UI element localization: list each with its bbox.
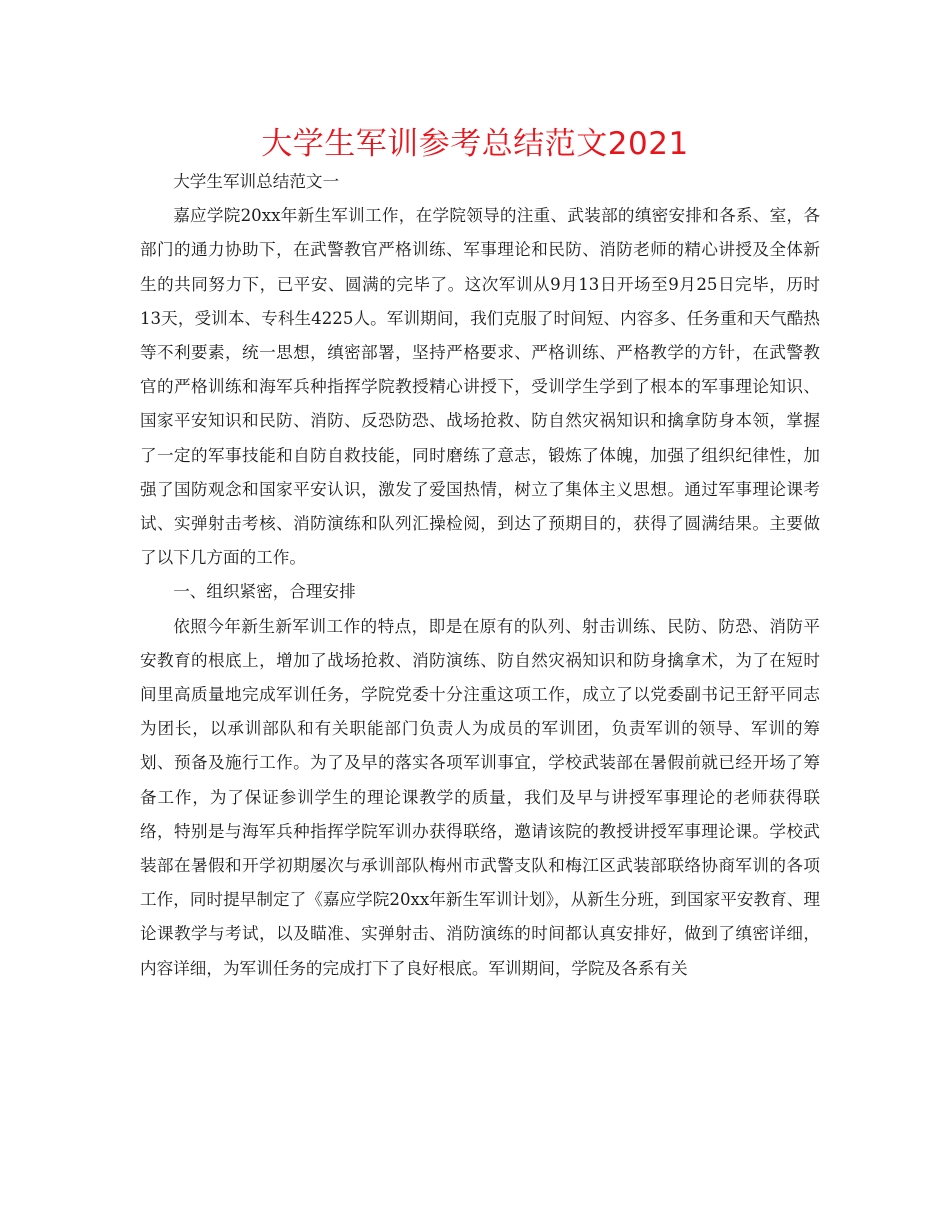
document-title: 大学生军训参考总结范文2021 bbox=[261, 126, 689, 162]
body-paragraph: 嘉应学院20xx年新生军训工作，在学院领导的注重、武装部的缜密安排和各系、室，各部门的通力协助下，在武警教官严格训练、军事理论和民防、消防老师的精心讲授及全体新生的共同努力下，已平安、圆满的完毕了。这次军训从9月13日开场至9月25日完毕，历时13天，受训本、专科生4225人。军训期间，我们克服了时间短、内容多、任务重和天气酷热等不利要素，统一思想，缜密部署，坚持严格要求、严格训练、严格教学的方针，在武警教官的严格训练和海军兵种指挥学院教授精心讲授下，受训学生学到了根本的军事理论知识、国家平安知识和民防、消防、反恐防恐、战场抢救、防自然灾祸知识和擒拿防身本领，掌握了一定的军事技能和自防自救技能，同时磨练了意志，锻炼了体魄，加强了组织纪律性，加强了国防观念和国家平安认识，激发了爱国热情，树立了集体主义思想。通过军事理论课考试、实弹射击考核、消防演练和队列汇操检阅，到达了预期目的，获得了圆满结果。主要做了以下几方面的工作。 bbox=[140, 206, 820, 568]
body-paragraph: 依照今年新生新军训工作的特点，即是在原有的队列、射击训练、民防、防恐、消防平安教育的根底上，增加了战场抢救、消防演练、防自然灾祸知识和防身擒拿术，为了在短时间里高质量地完成军训任务，学院党委十分注重这项工作，成立了以党委副书记王舒平同志为团长，以承训部队和有关职能部门负责人为成员的军训团，负责军训的领导、军训的筹划、预备及施行工作。为了及早的落实各项军训事宜，学校武装部在暑假前就已经开场了筹备工作，为了保证参训学生的理论课教学的质量，我们及早与讲授军事理论的老师获得联络，特别是与海军兵种指挥学院军训办获得联络，邀请该院的教授讲授军事理论课。学校武装部在暑假和开学初期屡次与承训部队梅州市武警支队和梅江区武装部联络协商军训的各项工作，同时提早制定了《嘉应学院20xx年新生军训计划》，从新生分班，到国家平安教育、理论课教学与考试，以及瞄准、实弹射击、消防演练的时间都认真安排好，做到了缜密详细，内容详细，为军训任务的完成打下了良好根底。军训期间，学院及各系有关 bbox=[140, 616, 820, 978]
section-heading: 大学生军训总结范文一 bbox=[173, 172, 340, 191]
document-body bbox=[140, 165, 820, 986]
section-heading: 一、组织紧密，合理安排 bbox=[173, 582, 356, 602]
